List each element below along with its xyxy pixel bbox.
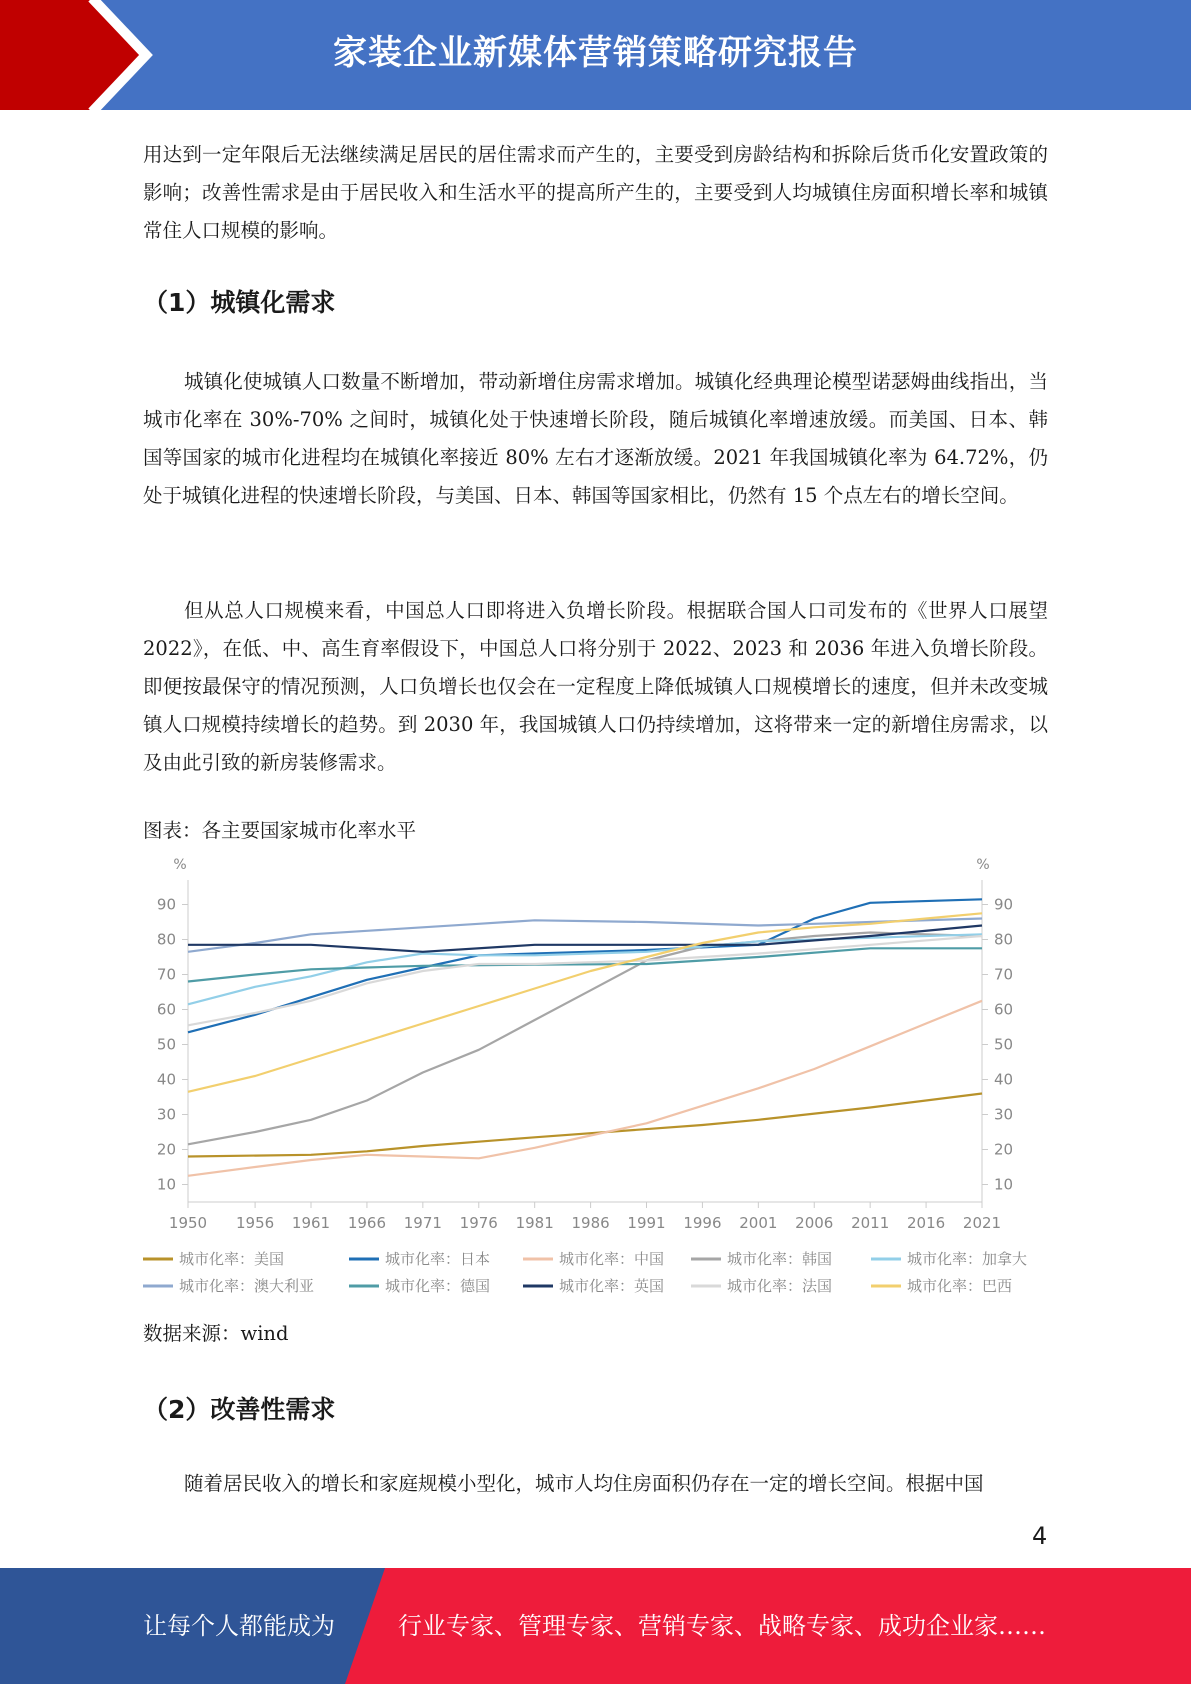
x-tick-label: 2021	[962, 1214, 1002, 1232]
y-tick-label-left: 10	[156, 1175, 176, 1194]
x-tick-label: 1971	[403, 1214, 442, 1232]
legend-label: 城市化率：澳大利亚	[179, 1277, 315, 1295]
legend-label: 城市化率：德国	[385, 1277, 491, 1295]
y-tick-label-right: 10	[994, 1175, 1014, 1194]
legend-label: 城市化率：法国	[727, 1277, 833, 1295]
legend-label: 城市化率：英国	[559, 1277, 665, 1295]
urbanization-paragraph-1: 城镇化使城镇人口数量不断增加，带动新增住房需求增加。城镇化经典理论模型诺瑟姆曲线指出，当城市化率在 30%-70% 之间时，城镇化处于快速增长阶段，随后城镇化率增速放缓。而美国、日本、韩国等国家的城市化进程均在城镇化率接近 80% 左右才逐渐放缓。2021 年我国城镇化率为 64.72%，仍处于城镇化进程的快速增长阶段，与美国、日本、韩国等国家相比，仍然有 15 个点左右的增长空间。	[143, 370, 1048, 507]
x-tick-label: 1981	[515, 1214, 554, 1232]
legend-label: 城市化率：中国	[559, 1250, 665, 1268]
footer-slogan-left: 让每个人都能成为	[143, 1612, 335, 1640]
y-tick-label-right: 50	[994, 1035, 1014, 1054]
y-tick-label-right: 60	[994, 1000, 1014, 1019]
x-tick-label: 2001	[739, 1214, 778, 1232]
y-tick-label-right: 20	[994, 1140, 1014, 1159]
figure-caption: 图表：各主要国家城市化率水平	[143, 819, 417, 842]
x-tick-label: 1956	[236, 1214, 275, 1232]
y-tick-label-right: 40	[994, 1070, 1014, 1089]
y-tick-label-left: 30	[156, 1105, 176, 1124]
y-axis-right-unit: %	[976, 857, 990, 873]
x-tick-label: 2011	[851, 1214, 890, 1232]
x-tick-label: 1986	[571, 1214, 610, 1232]
x-tick-label: 1950	[168, 1214, 208, 1232]
page-footer	[0, 1568, 1191, 1684]
x-tick-label: 1991	[627, 1214, 666, 1232]
y-tick-label-left: 70	[156, 965, 176, 984]
x-tick-label: 1996	[683, 1214, 722, 1232]
y-tick-label-left: 60	[156, 1000, 176, 1019]
y-tick-label-right: 80	[994, 930, 1014, 949]
legend-label: 城市化率：日本	[385, 1250, 491, 1268]
x-tick-label: 1961	[291, 1214, 331, 1232]
legend-label: 城市化率：加拿大	[907, 1250, 1028, 1268]
series-line	[188, 1094, 982, 1157]
y-tick-label-right: 90	[994, 895, 1014, 914]
section-heading-urbanization: （1）城镇化需求	[143, 288, 336, 317]
series-line	[188, 899, 982, 1032]
series-line	[188, 1001, 982, 1176]
x-tick-label: 2016	[906, 1214, 946, 1232]
x-tick-label: 1976	[459, 1214, 498, 1232]
x-tick-label: 1966	[347, 1214, 387, 1232]
legend-label: 城市化率：巴西	[907, 1277, 1013, 1295]
section-heading-improvement: （2）改善性需求	[143, 1395, 336, 1424]
y-tick-label-left: 50	[156, 1035, 176, 1054]
footer-slogan-right: 行业专家、管理专家、营销专家、战略专家、成功企业家……	[398, 1612, 1046, 1640]
y-tick-label-left: 90	[156, 895, 176, 914]
x-tick-label: 2006	[795, 1214, 834, 1232]
page-header	[0, 0, 1191, 110]
improvement-paragraph-1: 随着居民收入的增长和家庭规模小型化，城市人均住房面积仍存在一定的增长空间。根据中国	[184, 1472, 984, 1495]
urbanization-paragraph-2: 但从总人口规模来看，中国总人口即将进入负增长阶段。根据联合国人口司发布的《世界人口展望 2022》，在低、中、高生育率假设下，中国总人口将分别于 2022、2023 和 2036 年进入负增长阶段。即便按最保守的情况预测，人口负增长也仅会在一定程度上降低城镇人口规模增长的速度，但并未改变城镇人口规模持续增长的趋势。到 2030 年，我国城镇人口仍持续增加，这将带来一定的新增住房需求，以及由此引致的新房装修需求。	[143, 599, 1048, 774]
y-tick-label-left: 40	[156, 1070, 176, 1089]
y-tick-label-right: 30	[994, 1105, 1014, 1124]
header-title: 家装企业新媒体营销策略研究报告	[333, 33, 858, 73]
legend-label: 城市化率：美国	[179, 1250, 285, 1268]
y-axis-left-unit: %	[173, 857, 187, 873]
legend-label: 城市化率：韩国	[727, 1250, 833, 1268]
urbanization-line-chart	[143, 850, 1048, 1310]
y-tick-label-left: 80	[156, 930, 176, 949]
page-number: 4	[1032, 1522, 1048, 1550]
figure-source: 数据来源：wind	[143, 1322, 289, 1345]
y-tick-label-right: 70	[994, 965, 1014, 984]
y-tick-label-left: 20	[156, 1140, 176, 1159]
intro-paragraph: 用达到一定年限后无法继续满足居民的居住需求而产生的，主要受到房龄结构和拆除后货币化安置政策的影响；改善性需求是由于居民收入和生活水平的提高所产生的，主要受到人均城镇住房面积增长率和城镇常住人口规模的影响。	[143, 143, 1048, 242]
